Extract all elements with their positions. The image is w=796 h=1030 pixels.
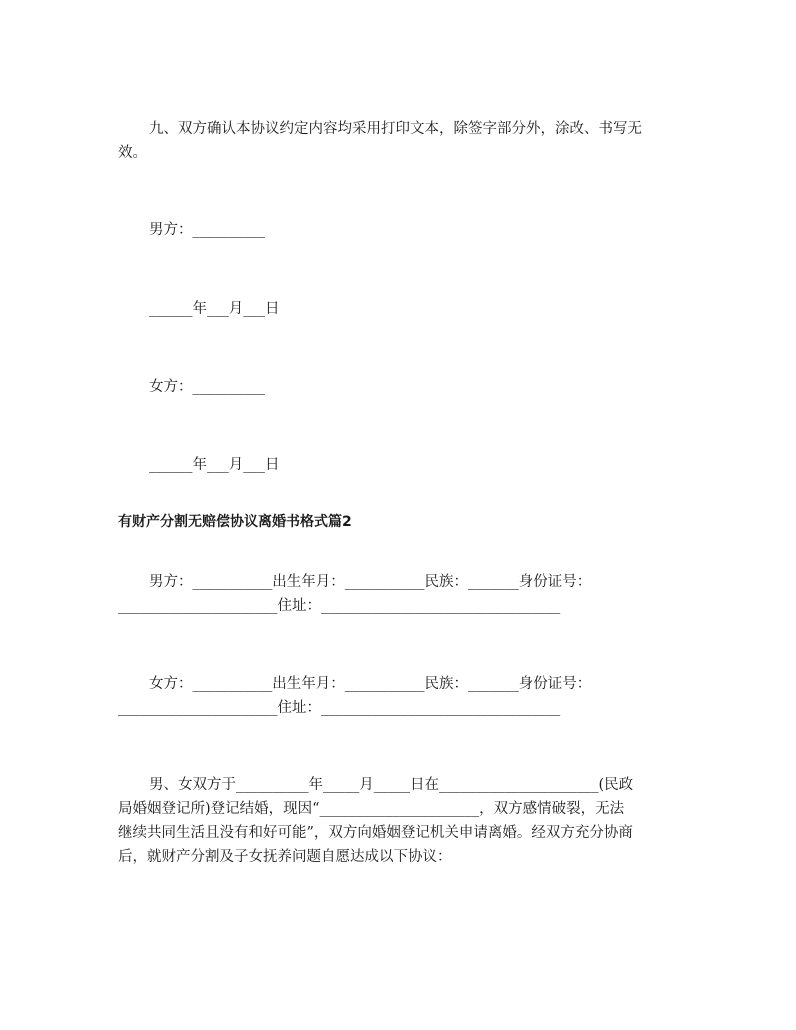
male-signature-date: ______年___月___日 <box>149 301 280 317</box>
female-info-line-1: 女方：___________出生年月：___________民族：_______身份证号： <box>149 676 592 692</box>
male-signature-line: 男方：__________ <box>149 222 265 238</box>
female-info-line-2: ______________________住址：_________________________________ <box>118 700 561 716</box>
intro-line-1: 男、女双方于__________年_____月_____日在______________________(民政 <box>149 777 634 793</box>
intro-line-3: 继续共同生活且没有和好可能”，双方向婚姻登记机关申请离婚。经双方充分协商 <box>118 825 633 841</box>
female-signature-date: ______年___月___日 <box>149 457 280 473</box>
male-info-line-1: 男方：___________出生年月：___________民族：_______身份证号： <box>149 574 592 590</box>
male-info-line-2: ______________________住址：_________________________________ <box>118 598 561 614</box>
clause-9-line-2: 效。 <box>118 145 147 161</box>
section-heading: 有财产分割无赔偿协议离婚书格式篇2 <box>118 514 352 530</box>
clause-9-line-1: 九、双方确认本协议约定内容均采用打印文本，除签字部分外，涂改、书写无 <box>149 121 642 137</box>
female-signature-line: 女方：__________ <box>149 379 265 395</box>
intro-line-2: 局婚姻登记所)登记结婚，现因“______________________，双方感情破裂，无法 <box>118 801 625 817</box>
intro-line-4: 后，就财产分割及子女抚养问题自愿达成以下协议： <box>118 849 452 865</box>
